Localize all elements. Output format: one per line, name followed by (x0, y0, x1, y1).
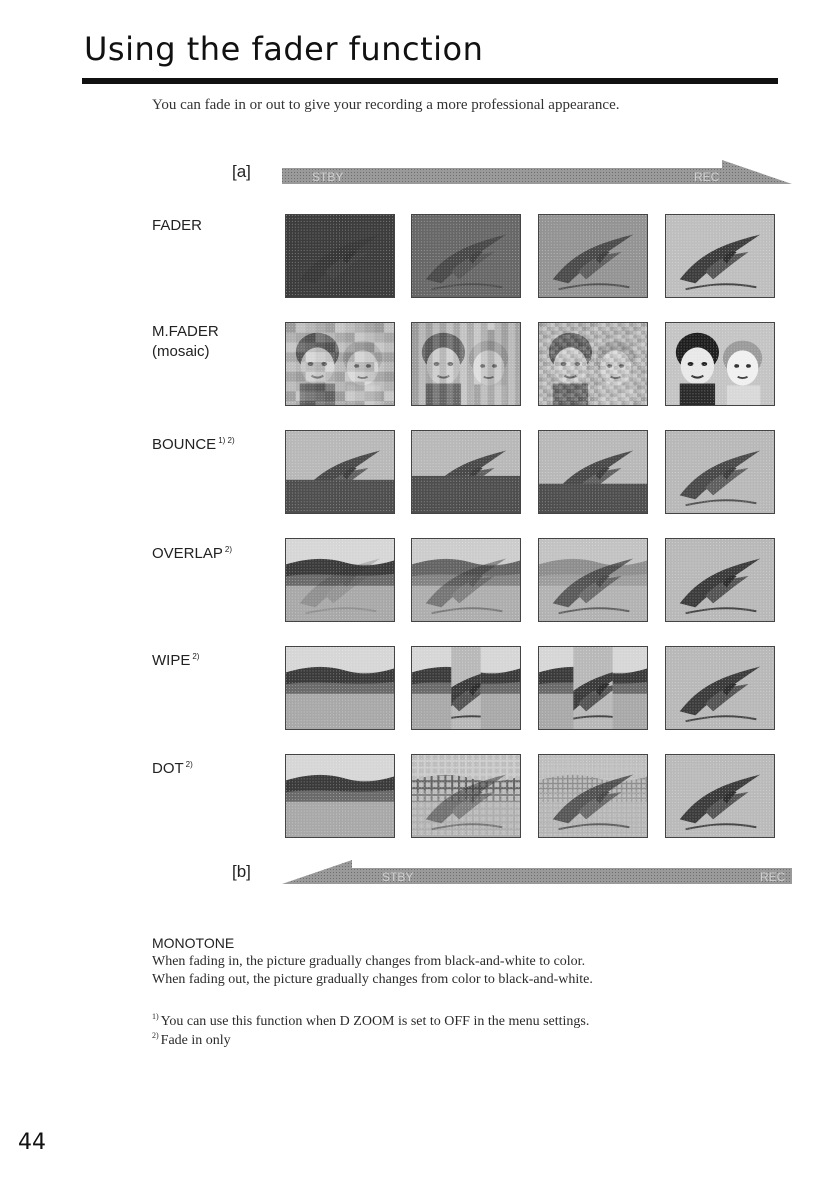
arrow-a (232, 160, 792, 190)
frame-bounce-4 (665, 430, 775, 514)
footnote-2: $^{2)}$ Fade in only (152, 1031, 231, 1048)
frame-fader-2 (411, 214, 521, 298)
monotone-line-1: When fading in, the picture gradually changes from black-and-white to color. (152, 954, 586, 969)
footnote-1: $^{1)}$ You can use this function when D ZOOM is set to OFF in the menu settings. (152, 1012, 590, 1029)
arrow-left-icon (282, 860, 792, 890)
arrow-b-left-text: STBY (382, 870, 414, 884)
frame-wipe-1 (285, 646, 395, 730)
frame-fader-3 (538, 214, 648, 298)
frame-dot-3 (538, 754, 648, 838)
arrow-b-right-text: REC (760, 870, 786, 884)
arrow-a-right-text: REC (694, 170, 720, 184)
frame-bounce-1 (285, 430, 395, 514)
effect-label-overlap: OVERLAP $^{2)}$ (152, 545, 232, 562)
frame-bounce-2 (411, 430, 521, 514)
effect-label-fader: FADER (152, 217, 203, 234)
title-rule (82, 78, 778, 84)
monotone-heading: MONOTONE (152, 935, 235, 951)
frame-overlap-1 (285, 538, 395, 622)
frame-mfader-4 (665, 322, 775, 406)
frame-mfader-1 (285, 322, 395, 406)
page-number: 44 (18, 1130, 46, 1155)
arrow-a-label: [a] (232, 162, 251, 181)
frame-wipe-3 (538, 646, 648, 730)
effect-label-dot: DOT $^{2)}$ (152, 760, 193, 777)
arrow-b-label: [b] (232, 862, 251, 881)
frame-overlap-2 (411, 538, 521, 622)
frame-wipe-4 (665, 646, 775, 730)
frame-dot-1 (285, 754, 395, 838)
arrow-b (232, 860, 792, 890)
effect-label-bounce: BOUNCE $^{1) 2)}$ (152, 436, 235, 453)
effect-label-mfader: M.FADER (mosaic) (152, 323, 219, 360)
frame-wipe-2 (411, 646, 521, 730)
intro-text: You can fade in or out to give your recording a more professional appearance. (152, 97, 620, 113)
frame-overlap-3 (538, 538, 648, 622)
frame-fader-1 (285, 214, 395, 298)
monotone-line-2: When fading out, the picture gradually changes from color to black-and-white. (152, 972, 593, 987)
frame-fader-4 (665, 214, 775, 298)
arrow-a-left-text: STBY (312, 170, 344, 184)
page-title: Using the fader function (84, 30, 484, 68)
frame-dot-2 (411, 754, 521, 838)
frame-mfader-3 (538, 322, 648, 406)
effect-label-wipe: WIPE $^{2)}$ (152, 652, 200, 669)
frame-dot-4 (665, 754, 775, 838)
arrow-right-icon (282, 160, 792, 190)
frame-bounce-3 (538, 430, 648, 514)
frame-mfader-2 (411, 322, 521, 406)
frame-overlap-4 (665, 538, 775, 622)
